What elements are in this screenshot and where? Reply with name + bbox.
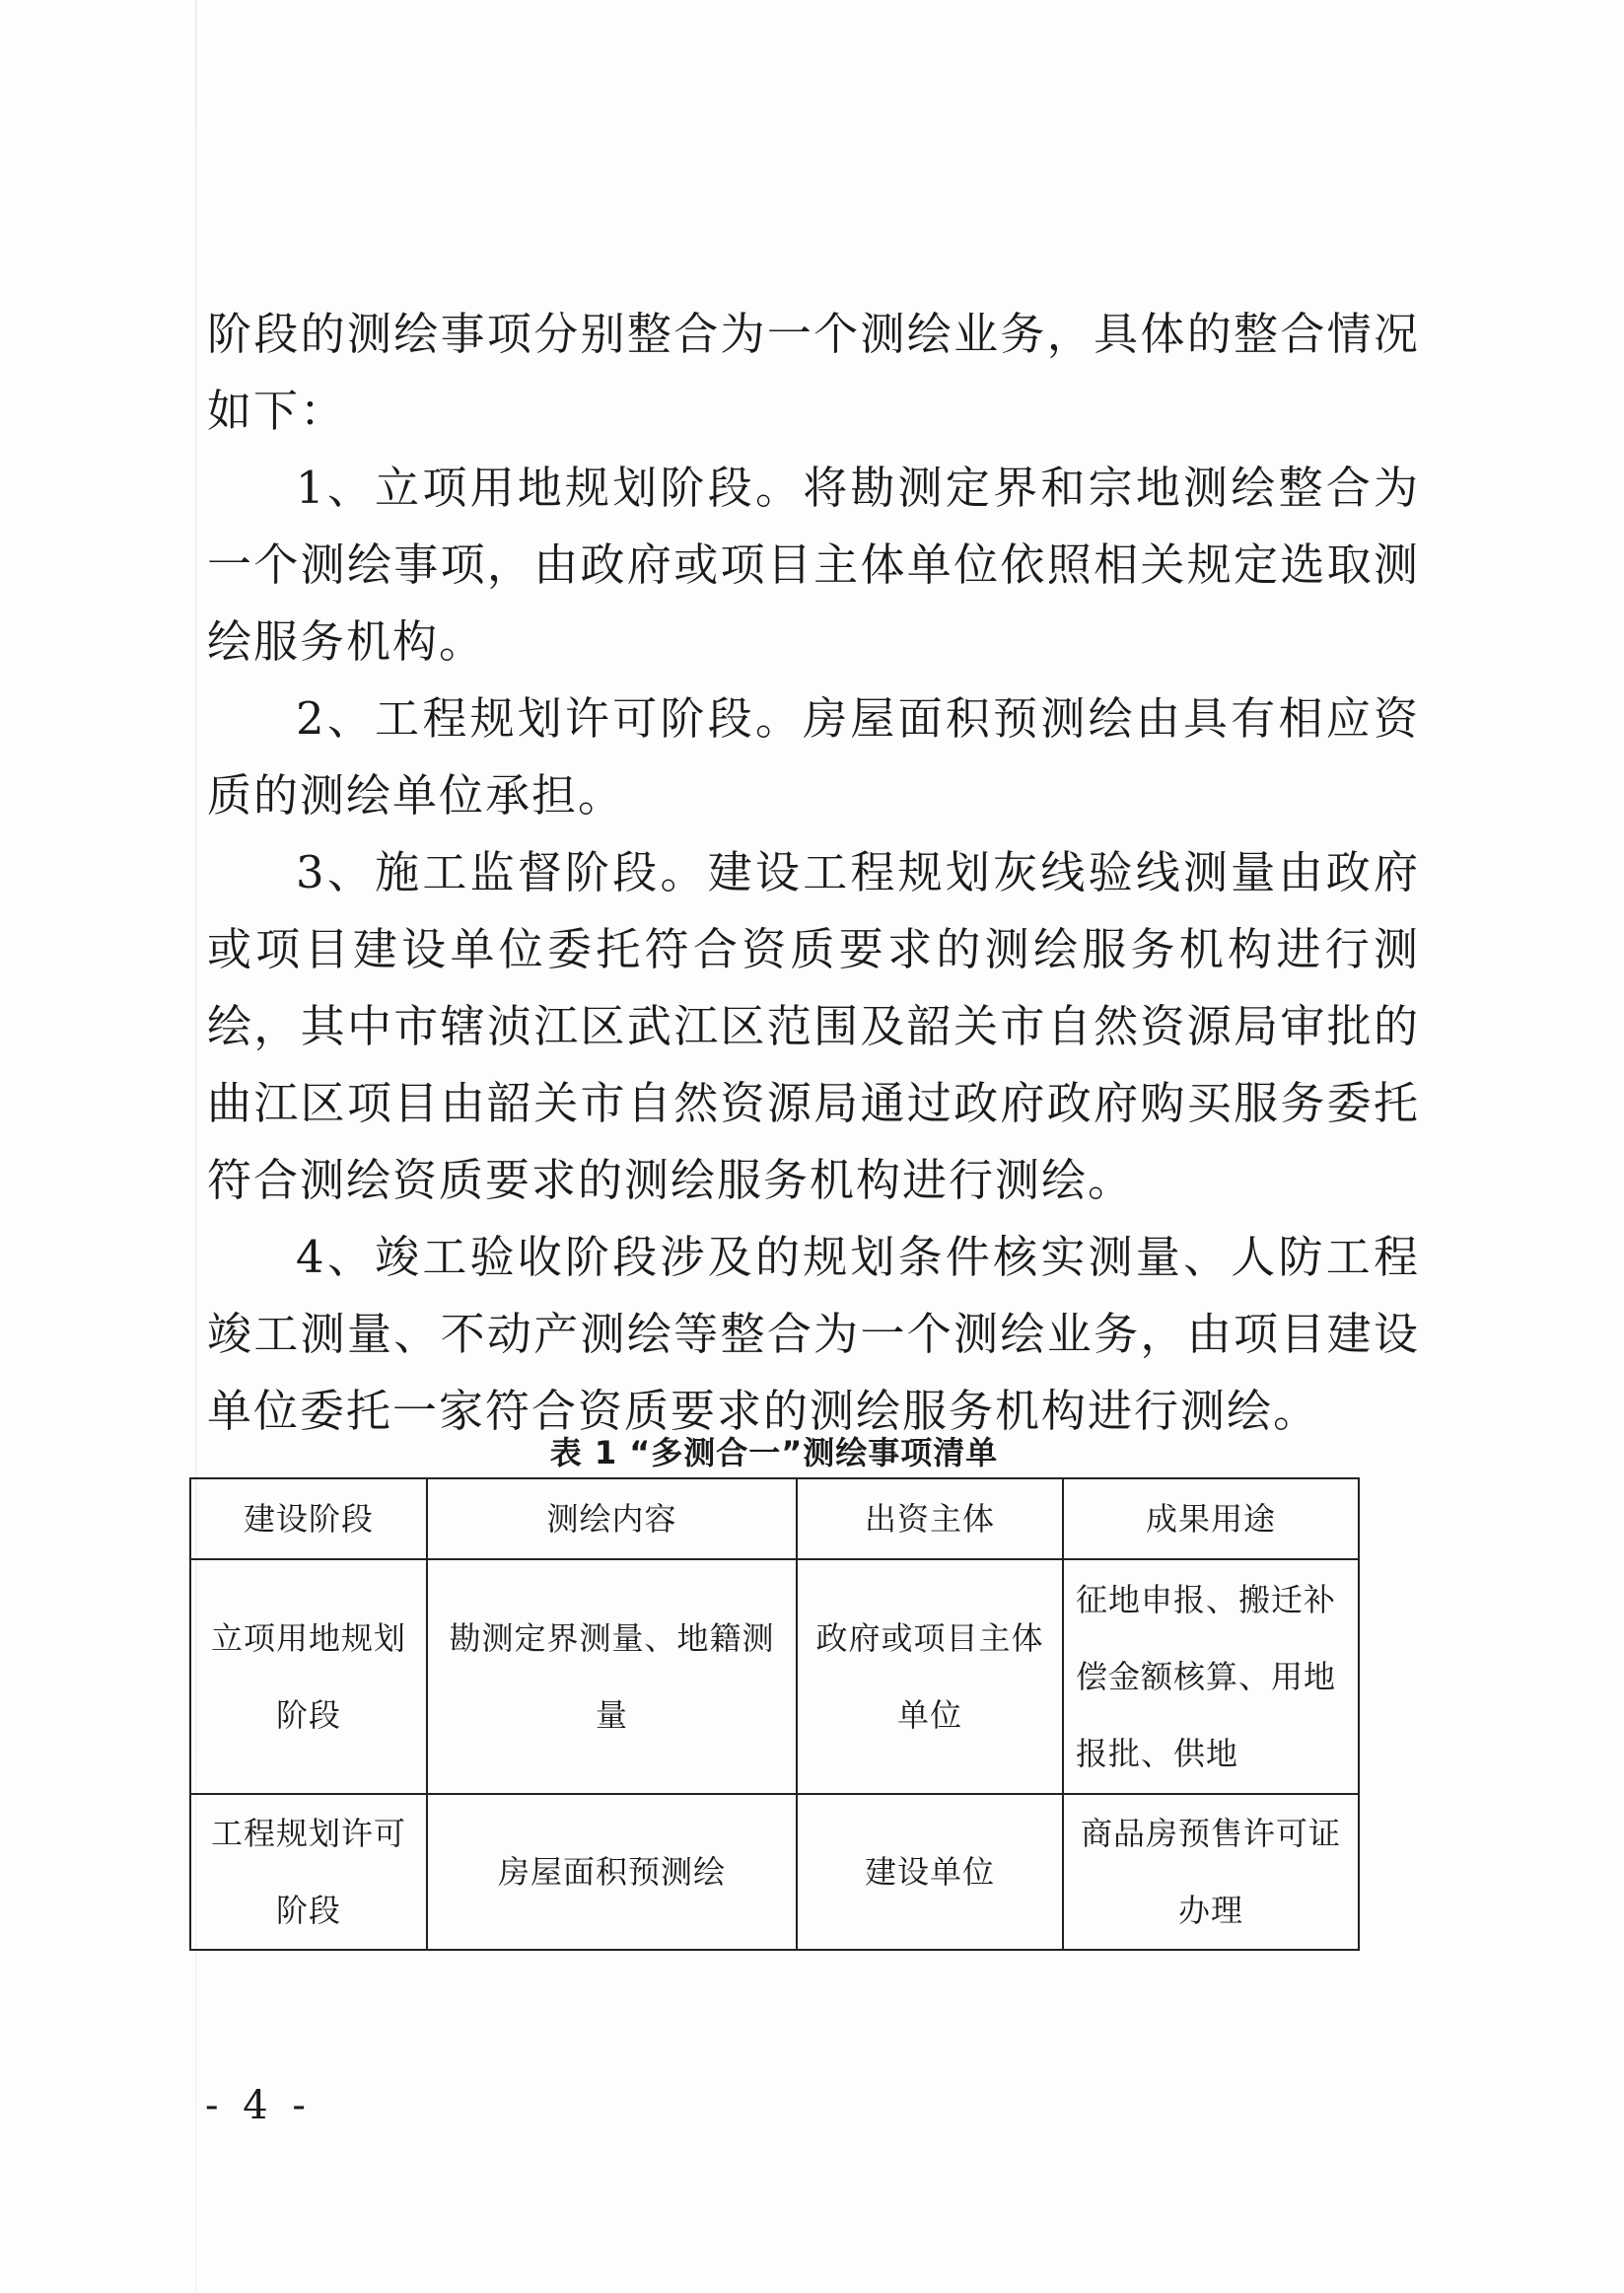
header-stage: 建设阶段 — [190, 1478, 427, 1559]
table-row — [190, 1794, 1359, 1950]
paragraph-item-1: 1、立项用地规划阶段。将勘测定界和宗地测绘整合为一个测绘事项，由政府或项目主体单位依照相关规定选取测绘服务机构。 — [207, 462, 1420, 668]
cell-usage: 征地申报、搬迁补偿金额核算、用地报批、供地 — [1063, 1559, 1359, 1794]
paragraph-intro: 阶段的测绘事项分别整合为一个测绘业务，具体的整合情况如下： — [207, 308, 1420, 437]
cell-funder: 政府或项目主体单位 — [797, 1559, 1063, 1794]
table-caption: 表 1 “多测合一”测绘事项清单 — [549, 1434, 999, 1471]
paragraph-item-2: 2、工程规划许可阶段。房屋面积预测绘由具有相应资质的测绘单位承担。 — [207, 692, 1420, 822]
header-content: 测绘内容 — [427, 1478, 797, 1559]
survey-items-table — [189, 1477, 1358, 1951]
cell-content: 房屋面积预测绘 — [427, 1794, 797, 1950]
paragraph-item-3: 3、施工监督阶段。建设工程规划灰线验线测量由政府或项目建设单位委托符合资质要求的测绘服务机构进行测绘，其中市辖浈江区武江区范围及韶关市自然资源局审批的曲江区项目由韶关市自然资源局通过政府政府购买服务委托符合测绘资质要求的测绘服务机构进行测绘。 — [207, 846, 1420, 1206]
header-funder: 出资主体 — [797, 1478, 1063, 1559]
cell-stage: 工程规划许可阶段 — [190, 1794, 427, 1950]
table-row — [190, 1559, 1359, 1794]
header-usage: 成果用途 — [1063, 1478, 1359, 1559]
paragraph-item-4: 4、竣工验收阶段涉及的规划条件核实测量、人防工程竣工测量、不动产测绘等整合为一个测绘业务，由项目建设单位委托一家符合资质要求的测绘服务机构进行测绘。 — [207, 1231, 1420, 1437]
cell-usage: 商品房预售许可证办理 — [1063, 1794, 1359, 1950]
page-number: - 4 - — [205, 2083, 312, 2128]
cell-funder: 建设单位 — [797, 1794, 1063, 1950]
table-header-row — [190, 1478, 1359, 1559]
cell-stage: 立项用地规划阶段 — [190, 1559, 427, 1794]
body-text — [207, 296, 1420, 1450]
cell-content: 勘测定界测量、地籍测量 — [427, 1559, 797, 1794]
